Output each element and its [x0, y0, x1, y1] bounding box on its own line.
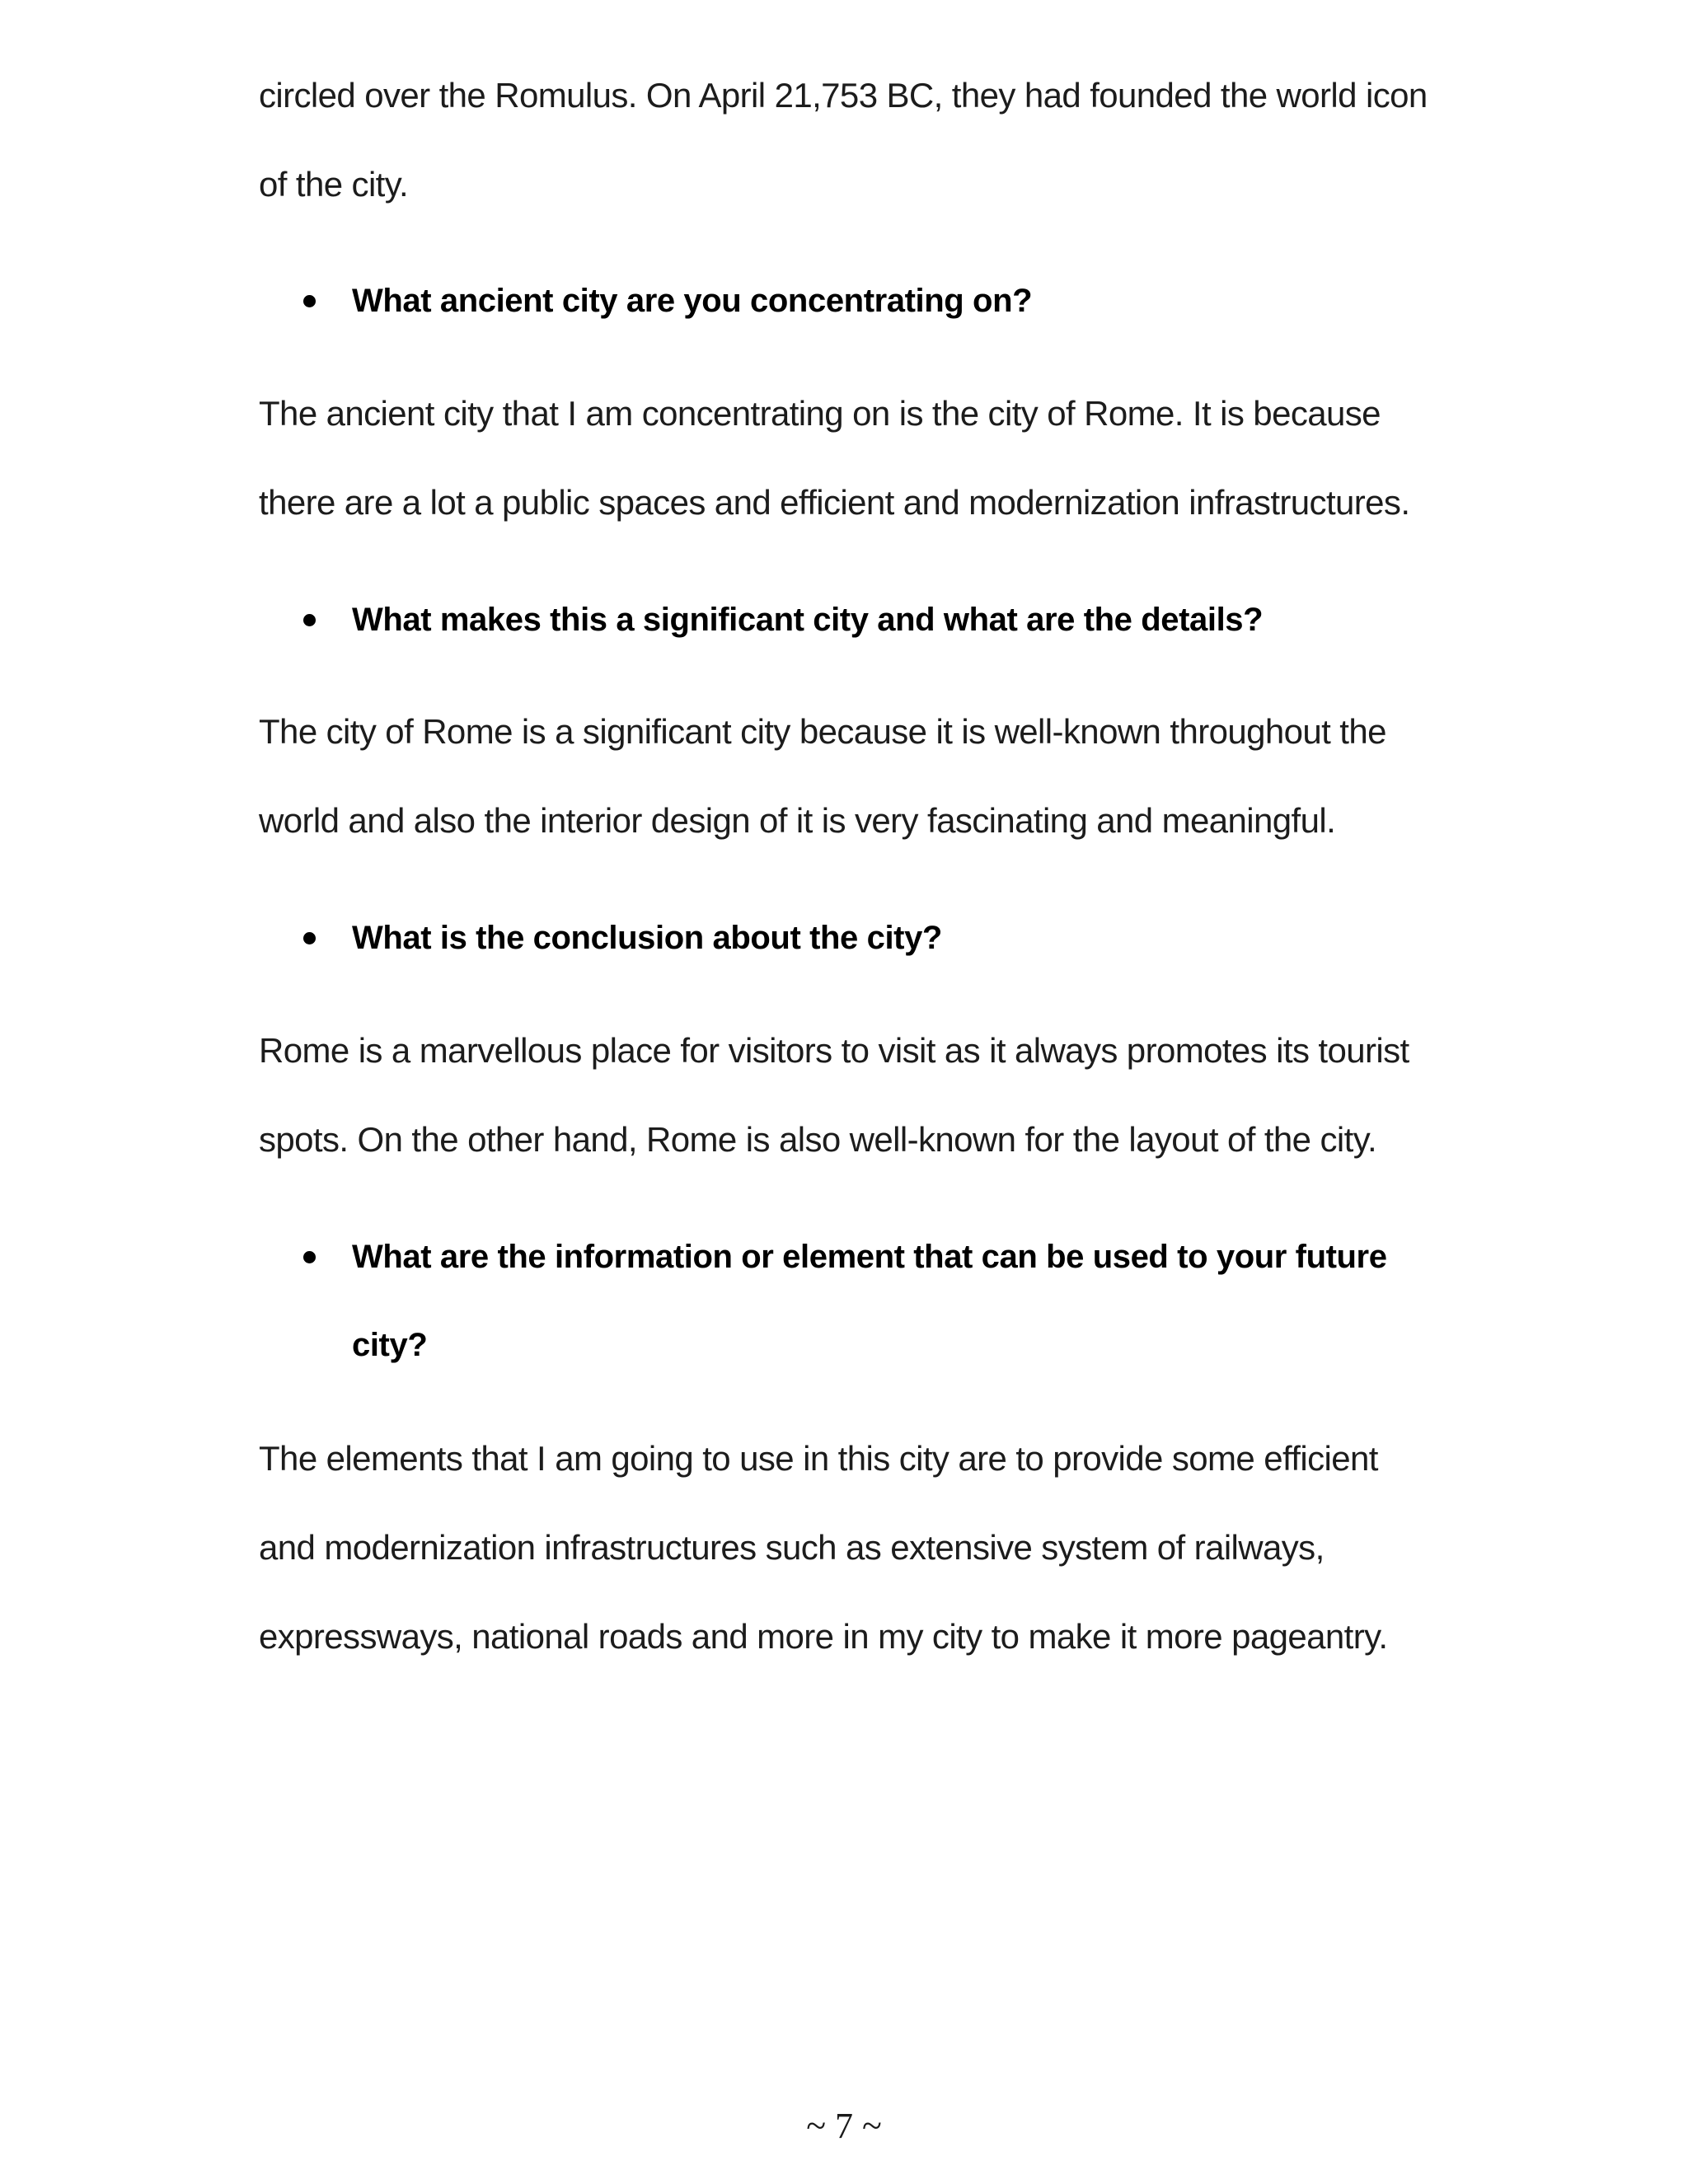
- question-heading: What are the information or element that can be used to your future: [352, 1239, 1387, 1275]
- paragraph-line: there are a lot a public spaces and efficient and modernization infrastructures.: [259, 483, 1410, 522]
- question-heading: What is the conclusion about the city?: [352, 920, 942, 956]
- paragraph-line: circled over the Romulus. On April 21,753 BC, they had founded the world icon: [259, 76, 1428, 115]
- question-heading: What makes this a significant city and what are the details?: [352, 602, 1264, 638]
- bullet-icon: [303, 614, 316, 626]
- paragraph-line: Rome is a marvellous place for visitors to visit as it always promotes its tourist: [259, 1031, 1409, 1070]
- paragraph-line: of the city.: [259, 165, 409, 204]
- paragraph-line: world and also the interior design of it is very fascinating and meaningful.: [259, 801, 1336, 840]
- bullet-icon: [303, 932, 316, 944]
- paragraph-line: spots. On the other hand, Rome is also well-known for the layout of the city.: [259, 1120, 1377, 1159]
- paragraph-line: and modernization infrastructures such as extensive system of railways,: [259, 1528, 1325, 1567]
- question-heading: city?: [352, 1327, 428, 1363]
- bullet-icon: [303, 295, 316, 307]
- paragraph-line: The ancient city that I am concentrating on is the city of Rome. It is because: [259, 394, 1381, 433]
- question-heading: What ancient city are you concentrating on?: [352, 283, 1033, 319]
- bullet-icon: [303, 1251, 316, 1263]
- paragraph-line: The city of Rome is a significant city because it is well-known throughout the: [259, 712, 1386, 751]
- paragraph-line: The elements that I am going to use in this city are to provide some efficient: [259, 1439, 1378, 1478]
- paragraph-line: expressways, national roads and more in my city to make it more pageantry.: [259, 1617, 1388, 1656]
- page-number: ~ 7 ~: [806, 2106, 882, 2146]
